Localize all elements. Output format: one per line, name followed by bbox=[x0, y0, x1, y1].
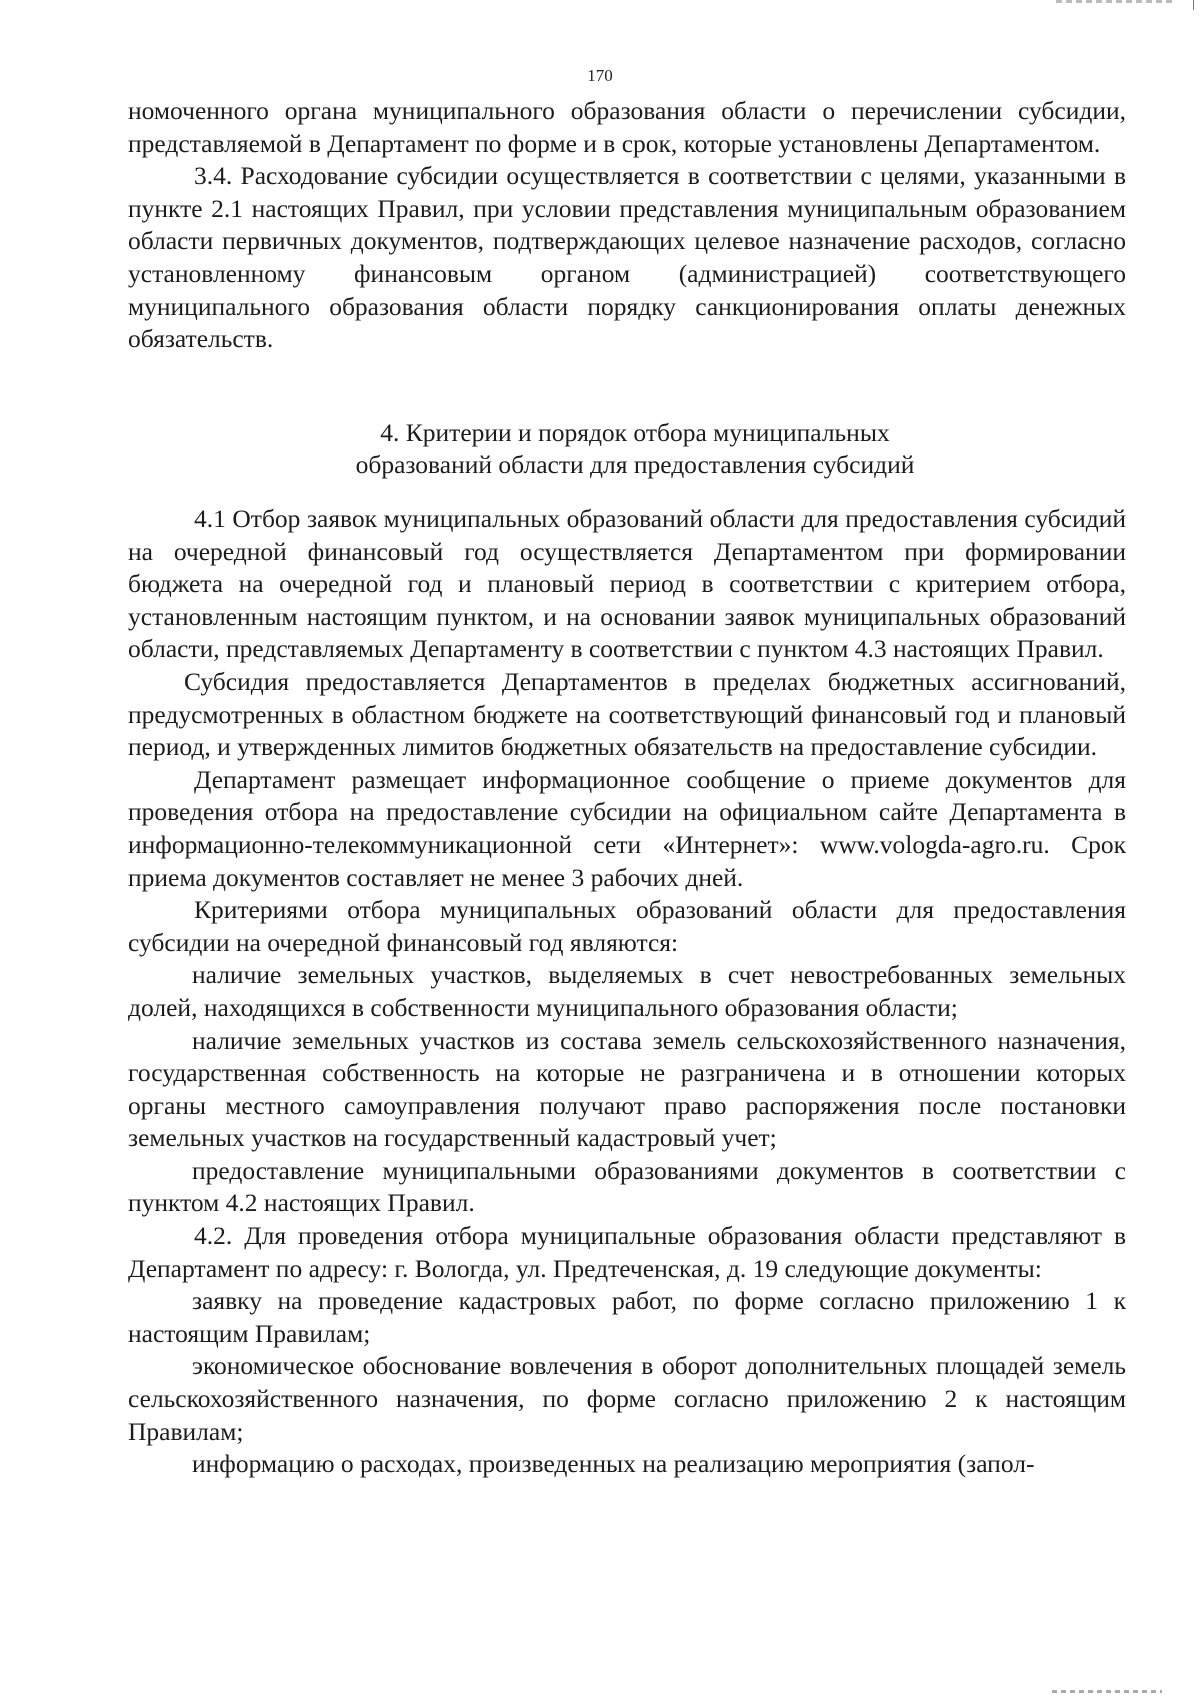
page-number: 170 bbox=[587, 66, 613, 85]
paragraph: номоченного органа муниципального образования области о перечислении субсидии, представляемой в Департамент по форме и в срок, которые установлены Департаментом. bbox=[128, 96, 1126, 158]
paragraph: Критериями отбора муниципальных образований области для предоставления субсидии на очередной финансовый год являются: bbox=[128, 895, 1126, 957]
paragraph: 3.4. Расходование субсидии осуществляется в соответствии с целями, указанными в пункте 2.1 настоящих Правил, при условии представления муниципальным образованием области первичных документов, подтверждающих целевое назначение расходов, согласно установленному финансовым органом (администрацией) соответствующего муниципального образования области порядку санкционирования оплаты денежных обязательств. bbox=[128, 161, 1126, 354]
list-item: наличие земельных участков из состава земель сельскохозяйственного назначения, государственная собственность на которые не разграничена и в отношении которых органы местного самоуправления получают право распоряжения после постановки земельных участков на государственный кадастровый учет; bbox=[128, 1025, 1126, 1153]
paragraph: 4.1 Отбор заявок муниципальных образований области для предоставления субсидий на очередной финансовый год осуществляется Департаментом при формировании бюджета на очередной год и плановый период в соответствии с критерием отбора, установленным настоящим пунктом, и на основании заявок муниципальных образований области, представляемых Департаменту в соответствии с пунктом 4.3 настоящих Правил. bbox=[128, 504, 1126, 664]
list-item: предоставление муниципальными образованиями документов в соответствии с пунктом 4.2 настоящих Правил. bbox=[128, 1155, 1126, 1218]
scan-artifact-edge bbox=[1193, 0, 1194, 10]
text-block-main bbox=[128, 503, 1126, 1481]
section-heading-line-2: образований области для предоставления субсидий bbox=[355, 450, 915, 479]
list-item: наличие земельных участков, выделяемых в счет невостребованных земельных долей, находящихся в собственности муниципального образования области; bbox=[128, 960, 1126, 1022]
text-block-top bbox=[128, 95, 1126, 356]
paragraph: Департамент размещает информационное сообщение о приеме документов для проведения отбора на предоставление субсидии на официальном сайте Департамента в информационно-телекоммуникационной сети «Интернет»: www.vologda-agro.ru. Срок приема документов составляет не менее 3 рабочих дней. bbox=[128, 764, 1126, 892]
list-item: информацию о расходах, произведенных на реализацию мероприятия (запол- bbox=[192, 1449, 1035, 1479]
list-item: заявку на проведение кадастровых работ, по форме согласно приложению 1 к настоящим Правилам; bbox=[128, 1286, 1126, 1348]
paragraph: 4.2. Для проведения отбора муниципальные образования области представляют в Департамент по адресу: г. Вологда, ул. Предтеченская, д. 19 следующие документы: bbox=[128, 1221, 1126, 1283]
scan-artifact-bottom bbox=[1052, 1690, 1162, 1693]
list-item: экономическое обоснование вовлечения в оборот дополнительных площадей земель сельскохозяйственного назначения, по форме согласно приложению 2 к настоящим Правилам; bbox=[128, 1351, 1126, 1446]
section-heading bbox=[0, 417, 1200, 481]
scan-artifact-top bbox=[1056, 0, 1176, 3]
paragraph: Субсидия предоставляется Департаментов в пределах бюджетных ассигнований, предусмотренных в областном бюджете на соответствующий финансовый год и плановый период, и утвержденных лимитов бюджетных обязательств на предоставление субсидии. bbox=[128, 666, 1126, 762]
section-heading-line-1: 4. Критерии и порядок отбора муниципальных bbox=[380, 418, 890, 447]
